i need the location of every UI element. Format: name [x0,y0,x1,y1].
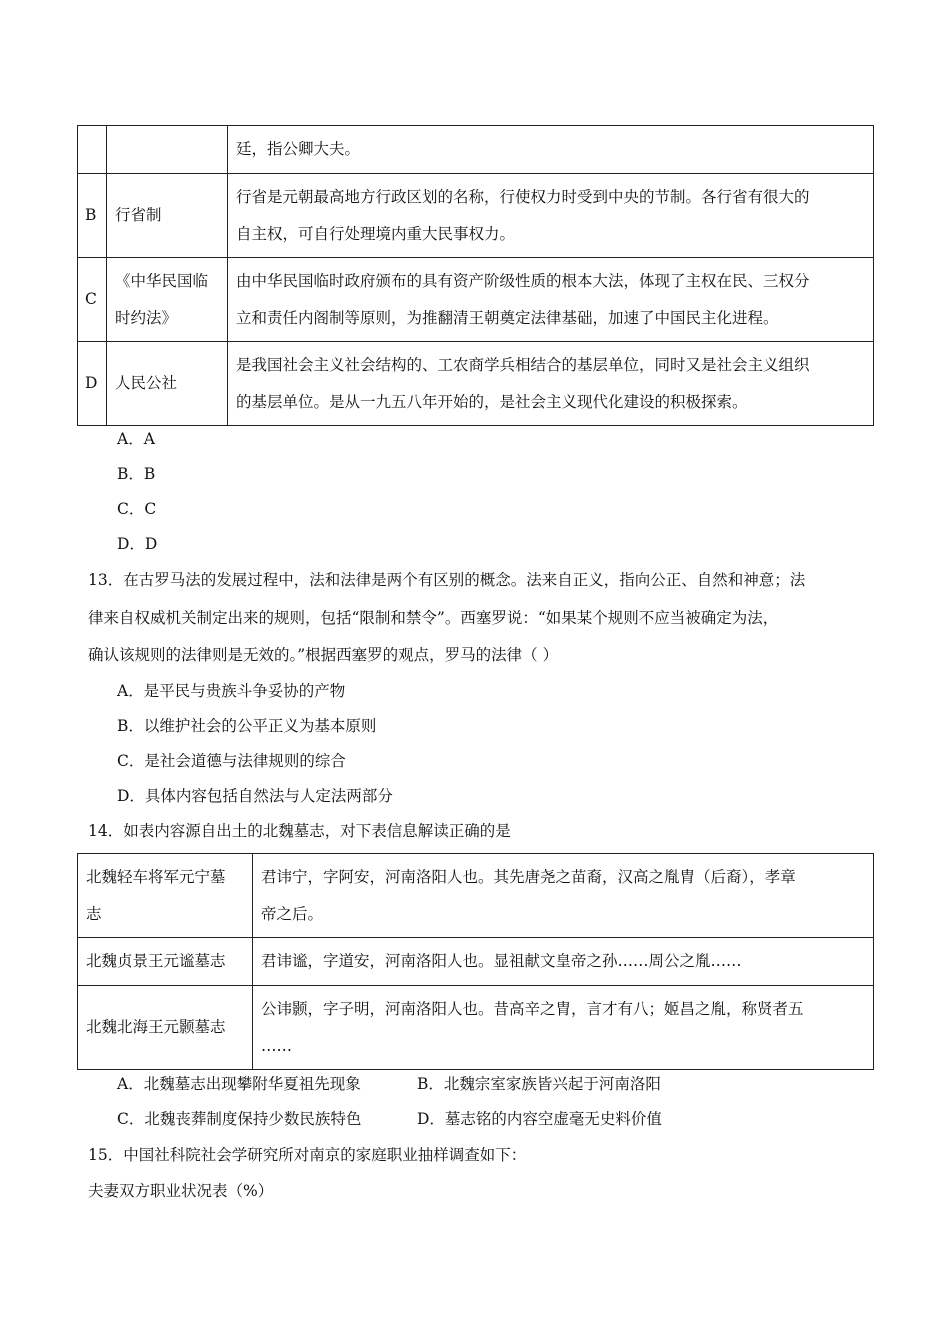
q13-option-d[interactable]: D．具体内容包括自然法与人定法两部分 [117,787,393,805]
table-row [78,174,874,258]
table-row [78,938,874,986]
row-letter: D [78,342,107,426]
row-letter: C [78,258,107,342]
q12-option-c[interactable]: C．C [117,500,157,518]
q12-option-b[interactable]: B．B [117,465,156,483]
q15-table-caption: 夫妻双方职业状况表（%） [88,1182,274,1200]
epitaph-text: 君讳谧，字道安，河南洛阳人也。显祖献文皇帝之孙……周公之胤…… [253,938,874,986]
q13-stem-line: 13．在古罗马法的发展过程中，法和法律是两个有区别的概念。法来自正义，指向公正、自然和神意；法 [88,571,806,589]
q13-option-b[interactable]: B．以维护社会的公平正义为基本原则 [117,717,377,735]
row-term: 人民公社 [107,342,228,426]
table-row [78,126,874,174]
q13-stem-line: 确认该规则的法律则是无效的。”根据西塞罗的观点，罗马的法律（ ） [88,646,559,664]
row-description: 行省是元朝最高地方行政区划的名称，行使权力时受到中央的节制。各行省有很大的 自主权，可自行处理境内重大民事权力。 [228,174,874,258]
row-term: 行省制 [107,174,228,258]
epitaph-name: 北魏北海王元颢墓志 [78,986,253,1070]
q12-option-d[interactable]: D．D [117,535,158,553]
row-letter: B [78,174,107,258]
table-row [78,342,874,426]
epitaph-text: 君讳宁，字阿安，河南洛阳人也。其先唐尧之苗裔，汉高之胤胄（后裔），孝章 帝之后。 [253,854,874,938]
table-row [78,854,874,938]
table-row [78,258,874,342]
q13-option-a[interactable]: A．是平民与贵族斗争妥协的产物 [117,682,346,700]
row-letter [78,126,107,174]
epitaph-text: 公讳颢，字子明，河南洛阳人也。昔高辛之胄，言才有八；姬昌之胤，称贤者五 …… [253,986,874,1070]
row-description: 廷，指公卿大夫。 [228,126,874,174]
q14-option-b[interactable]: B．北魏宗室家族皆兴起于河南洛阳 [417,1075,661,1093]
q14-option-a[interactable]: A．北魏墓志出现攀附华夏祖先现象 [117,1075,361,1093]
epitaph-name: 北魏贞景王元谧墓志 [78,938,253,986]
row-term: 《中华民国临 时约法》 [107,258,228,342]
table-row [78,986,874,1070]
q15-stem: 15．中国社科院社会学研究所对南京的家庭职业抽样调查如下： [88,1146,527,1164]
q14-stem: 14．如表内容源自出土的北魏墓志，对下表信息解读正确的是 [88,822,511,840]
concepts-table [77,125,874,426]
q14-option-c[interactable]: C．北魏丧葬制度保持少数民族特色 [117,1110,362,1128]
q14-option-d[interactable]: D．墓志铭的内容空虚毫无史料价值 [417,1110,662,1128]
q13-stem-line: 律来自权威机关制定出来的规则，包括“限制和禁令”。西塞罗说：“如果某个规则不应当被确定为法， [88,609,779,627]
q12-option-a[interactable]: A．A [117,430,155,448]
row-description: 由中华民国临时政府颁布的具有资产阶级性质的根本大法，体现了主权在民、三权分 立和责任内阁制等原则，为推翻清王朝奠定法律基础，加速了中国民主化进程。 [228,258,874,342]
q13-option-c[interactable]: C．是社会道德与法律规则的综合 [117,752,346,770]
epitaph-table [77,853,874,1070]
row-term [107,126,228,174]
epitaph-name: 北魏轻车将军元宁墓 志 [78,854,253,938]
row-description: 是我国社会主义社会结构的、工农商学兵相结合的基层单位，同时又是社会主义组织 的基层单位。是从一九五八年开始的，是社会主义现代化建设的积极探索。 [228,342,874,426]
